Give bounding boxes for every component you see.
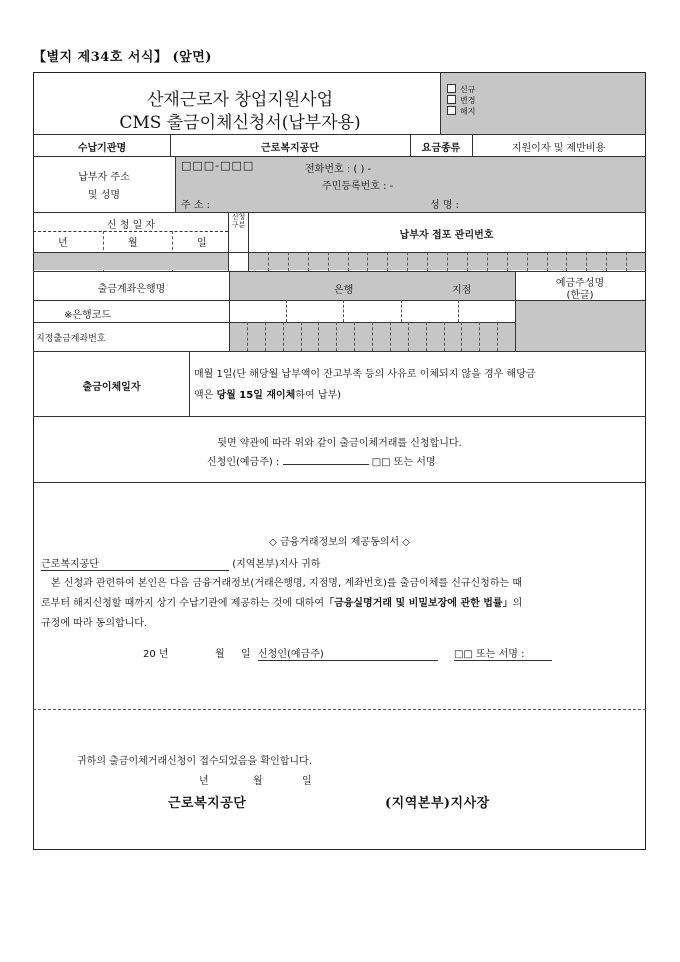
payer-mgmt-number-label: 납부자 접포 관리번호 bbox=[399, 230, 494, 241]
mgmt-digit-divider bbox=[308, 252, 309, 271]
account-digit-divider bbox=[390, 322, 391, 351]
receipt-line1: 귀하의 출금이체거래신청이 접수되었음을 확인합니다. bbox=[77, 756, 312, 767]
holder-name-bg bbox=[516, 301, 645, 351]
postcode-field[interactable]: □□□-□□□ bbox=[181, 159, 255, 172]
mgmt-digit-divider bbox=[586, 252, 587, 271]
form-label: 【별지 제34호 서식】 (앞면) bbox=[33, 50, 212, 65]
receipt-agency: 근로복지공단 bbox=[168, 796, 247, 811]
withdraw-text-line1: 매월 1일(단 해당월 납부액이 잔고부족 등의 사유로 이체되지 않을 경우 해당금 bbox=[194, 369, 536, 380]
mgmt-digit-divider bbox=[427, 252, 428, 271]
account-digit-divider bbox=[354, 322, 355, 351]
bank-label: 출금계좌은행명 bbox=[97, 284, 166, 295]
rrn-field[interactable]: 주민등록번호 : - bbox=[322, 181, 394, 192]
consent-year: 20 년 bbox=[143, 649, 169, 660]
consent-body: 본 신청과 관련하여 본인은 다음 금융거래정보(거래은행명, 지점명, 계좌번호)를 출금이체를 신규신청하는 때 로부터 해지신청할 때까지 상기 수납기관에 제공하는 것에 대하여「금융실명거래 및 비밀보장에 관한 법률」의 규정에 따라 동의합니다. bbox=[41, 578, 523, 629]
bank-code-label: ※은행코드 bbox=[64, 310, 112, 321]
bank-code-divider bbox=[458, 300, 459, 322]
checkbox-icon[interactable] bbox=[447, 106, 456, 115]
phone-field[interactable]: 전화번호 : ( ) - bbox=[305, 164, 372, 175]
withdraw-text-line2: 액은 당월 15일 재이체하여 납부) bbox=[194, 390, 342, 401]
name-field[interactable]: 성 명 : bbox=[430, 200, 460, 211]
mgmt-digit-divider bbox=[288, 252, 289, 271]
bank-code-divider bbox=[286, 300, 287, 322]
branch-suffix: 지점 bbox=[452, 285, 472, 296]
receipt-day: 일 bbox=[302, 776, 312, 787]
option-cancel[interactable]: 해지 bbox=[447, 106, 475, 117]
account-digit-divider bbox=[301, 322, 302, 351]
consent-title: ◇ 금융거래정보의 제공동의서 ◇ bbox=[269, 537, 410, 548]
apply-year: 년 bbox=[58, 238, 68, 249]
mgmt-digit-divider bbox=[387, 252, 388, 271]
consent-addressee: 근로복지공단 (지역본부)지사 귀하 bbox=[41, 555, 320, 571]
cut-line bbox=[33, 709, 646, 710]
mgmt-digit-divider bbox=[566, 252, 567, 271]
request-line1: 뒷면 약관에 따라 위와 같이 출금이체거래를 신청합니다. bbox=[217, 438, 462, 449]
applicant-signature-field[interactable] bbox=[283, 464, 369, 465]
account-digit-divider bbox=[265, 322, 266, 351]
mgmt-digit-divider bbox=[626, 252, 627, 271]
apply-date-bg bbox=[34, 253, 228, 270]
form-title-line2: CMS 출금이체신청서(납부자용) bbox=[119, 113, 361, 133]
option-new[interactable]: 신규 bbox=[447, 84, 475, 95]
account-number-label: 지정출금계좌번호 bbox=[36, 334, 106, 344]
account-digit-divider bbox=[444, 322, 445, 351]
agency-underline: 근로복지공단 bbox=[41, 555, 229, 571]
withdraw-date-label: 출금이체일자 bbox=[82, 382, 141, 393]
mgmt-digit-divider bbox=[348, 252, 349, 271]
receipt-office: (지역본부)지사장 bbox=[385, 796, 490, 811]
mgmt-digit-divider bbox=[547, 252, 548, 271]
account-digit-divider bbox=[247, 322, 248, 351]
address-field[interactable]: 주 소 : bbox=[181, 200, 211, 211]
mgmt-digit-divider bbox=[367, 252, 368, 271]
bank-code-divider bbox=[343, 300, 344, 322]
mgmt-digit-divider bbox=[507, 252, 508, 271]
apply-date-label: 신 청 일 자 bbox=[106, 220, 156, 231]
apply-month: 월 bbox=[128, 238, 138, 249]
mgmt-digit-divider bbox=[328, 252, 329, 271]
bank-code-divider bbox=[401, 300, 402, 322]
account-digit-divider bbox=[461, 322, 462, 351]
receipt-year: 년 bbox=[199, 776, 209, 787]
account-digit-divider bbox=[426, 322, 427, 351]
consent-signer[interactable]: 신청인(예금주) bbox=[258, 645, 438, 661]
holder-sub: (한글) bbox=[566, 290, 594, 301]
receipt-month: 월 bbox=[253, 776, 263, 787]
fee-type-value: 지원이자 및 제반비용 bbox=[511, 143, 606, 154]
request-type-label: 신청구분 bbox=[231, 213, 246, 229]
mgmt-digit-divider bbox=[447, 252, 448, 271]
form-title-line1: 산재근로자 창업지원사업 bbox=[146, 90, 334, 110]
consent-day: 일 bbox=[241, 649, 251, 660]
mgmt-digit-divider bbox=[467, 252, 468, 271]
mgmt-digit-divider bbox=[527, 252, 528, 271]
checkbox-icon[interactable] bbox=[447, 95, 456, 104]
payer-label-line2: 및 성명 bbox=[87, 190, 121, 201]
consent-month: 월 bbox=[215, 649, 225, 660]
account-digit-divider bbox=[283, 322, 284, 351]
checkbox-icon[interactable] bbox=[447, 84, 456, 93]
account-digit-divider bbox=[497, 322, 498, 351]
request-type-options bbox=[447, 84, 475, 117]
account-digit-divider bbox=[336, 322, 337, 351]
consent-sign-field[interactable]: □□ 또는 서명 : bbox=[454, 645, 552, 661]
account-digit-divider bbox=[372, 322, 373, 351]
apply-day: 일 bbox=[197, 238, 207, 249]
mgmt-digit-divider bbox=[268, 252, 269, 271]
account-digit-divider bbox=[479, 322, 480, 351]
fee-type-label: 요금종류 bbox=[421, 143, 461, 154]
holder-label: 예금주성명 bbox=[555, 278, 605, 289]
option-change[interactable]: 변경 bbox=[447, 95, 475, 106]
bank-suffix: 은행 bbox=[334, 285, 354, 296]
request-line2: 신청인(예금주) : □□ 또는 서명 bbox=[207, 457, 436, 468]
agency-value: 근로복지공단 bbox=[261, 143, 319, 154]
mgmt-digit-divider bbox=[407, 252, 408, 271]
agency-label: 수납기관명 bbox=[77, 143, 127, 154]
mgmt-digit-divider bbox=[487, 252, 488, 271]
account-digit-divider bbox=[318, 322, 319, 351]
account-digit-divider bbox=[408, 322, 409, 351]
mgmt-digit-divider bbox=[606, 252, 607, 271]
bank-name-bg bbox=[230, 272, 515, 300]
payer-label-line1: 납부자 주소 bbox=[78, 172, 130, 183]
